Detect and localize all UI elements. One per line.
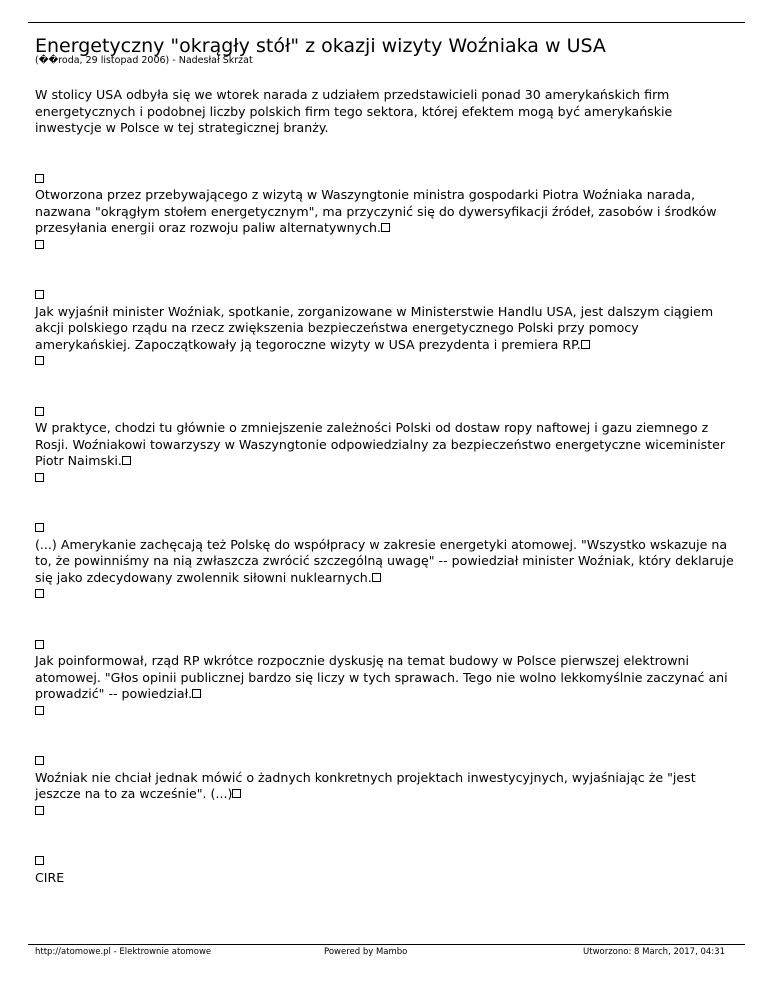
missing-glyph-icon [35,806,44,815]
article-title: Energetyczny "okrągły stół" z okazji wizyty Woźniaka w USA [35,35,606,57]
footer-site-link[interactable]: http://atomowe.pl - Elektrownie atomowe [35,947,212,957]
paragraph-text: Woźniak nie chciał jednak mówić o żadnych konkretnych projektach inwestycyjnych, wyjaśniając że "jest jeszcze na to za wcześnie". (...) [35,769,696,801]
article-paragraph [35,287,735,370]
paragraph-text: Jak poinformował, rząd RP wkrótce rozpocznie dyskusję na temat budowy w Polsce pierwszej elektrowni atomowej. "Głos opinii publicznej bardzo się liczy w tych sprawach. Tego nie wolno lekkomyślnie zaczynać ani prowadzić" -- powiedział. [35,653,728,701]
paragraph-text: Otworzona przez przebywającego z wizytą w Waszyngtonie ministra gospodarki Piotra Woźniaka narada, nazwana "okrągłym stołem energetycznym", ma przyczynić się do dywersyfikacji źródeł, zasobów i środków przesyłania energii oraz rozwoju paliw alternatywnych. [35,187,717,235]
article-source-block [35,853,735,886]
article-source: CIRE [35,869,65,885]
article-paragraph [35,520,735,603]
paragraph-text: W praktyce, chodzi tu głównie o zmniejszenie zależności Polski od dostaw ropy naftowej i gazu ziemnego z Rosji. Woźniakowi towarzyszy w Waszyngtonie odpowiedzialny za bezpieczeństwo energetyczne wiceminister Piotr Naimski. [35,420,726,468]
missing-glyph-icon [122,456,131,465]
paragraph-text: Jak wyjaśnił minister Woźniak, spotkanie, zorganizowane w Ministerstwie Handlu USA, jest dalszym ciągiem akcji polskiego rządu na rzecz zwiększenia bezpieczeństwa energetycznego Polski przy pomocy amerykańskiej. Zapoczątkowały ją tegoroczne wizyty w USA prezydenta i premiera RP. [35,303,714,352]
missing-glyph-icon [35,756,44,765]
footer-powered-by: Powered by Mambo [324,947,408,957]
article-body [35,87,735,920]
article-paragraph [35,404,735,487]
missing-glyph-icon [35,407,44,416]
article-paragraph [35,171,735,254]
footer-rule [28,944,745,945]
missing-glyph-icon [35,589,44,598]
paragraph-text: (...) Amerykanie zachęcają też Polskę do współpracy w zakresie energetyki atomowej. "Wszystko wskazuje na to, że powinniśmy na nią zwłaszcza zwrócić szczególną uwagę" -- powiedział minister Woźniak, który deklaruje się jako zdecydowany zwolennik siłowni nuklearnych. [35,536,734,585]
missing-glyph-icon [192,689,201,698]
missing-glyph-icon [35,856,44,865]
missing-glyph-icon [35,523,44,532]
missing-glyph-icon [35,290,44,299]
footer-created-date: Utworzono: 8 March, 2017, 04:31 [583,947,725,957]
top-rule [28,22,745,23]
missing-glyph-icon [581,340,590,349]
missing-glyph-icon [35,706,44,715]
missing-glyph-icon [35,473,44,482]
missing-glyph-icon [381,223,390,232]
article-lead: W stolicy USA odbyła się we wtorek narada z udziałem przedstawicieli ponad 30 amerykańskich firm energetycznych i podobnej liczby polskich firm tego sektora, której efektem mogą być amerykańskie inwestycje w Polsce w tej strategicznej branży. [35,87,673,135]
article-paragraph [35,753,735,819]
missing-glyph-icon [372,573,381,582]
missing-glyph-icon [35,240,44,249]
article-meta: (��roda, 29 listopad 2006) - Nadesłał Skrzat [35,55,253,66]
missing-glyph-icon [232,789,241,798]
article-paragraph [35,637,735,720]
missing-glyph-icon [35,356,44,365]
missing-glyph-icon [35,640,44,649]
missing-glyph-icon [35,174,44,183]
